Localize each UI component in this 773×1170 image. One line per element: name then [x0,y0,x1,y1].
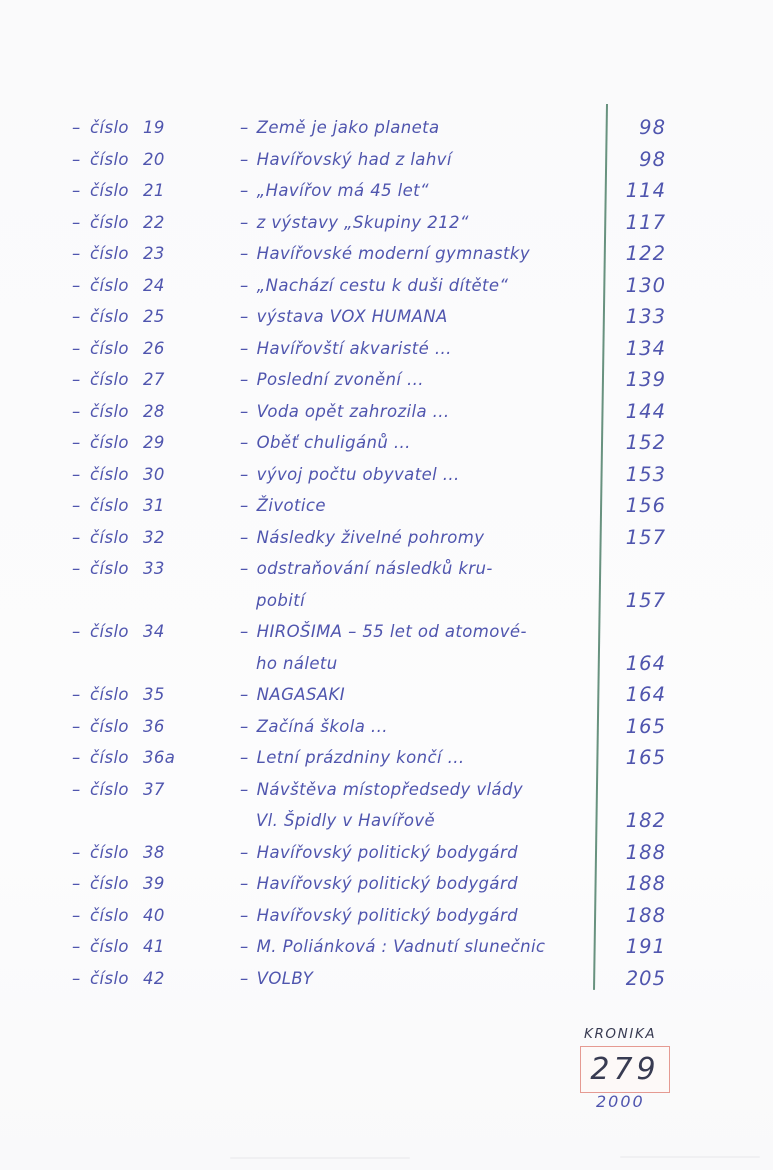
entry-label [72,333,240,365]
entry-label-dash: – [72,842,81,862]
entry-title-line: ho náletu [256,653,338,673]
stamp-label: KRONIKA [584,1026,657,1042]
entry-label-word: číslo [90,181,129,200]
title-dash: – [240,559,249,578]
entry-number: 32 [142,527,165,547]
entry-label [72,490,240,522]
entry-label-dash: – [72,370,81,389]
toc-entry [72,144,666,176]
entry-title-line: – „Nachází cestu k duši dítěte“ [240,275,509,295]
entry-title-line: – výstava VOX HUMANA [240,307,448,326]
entry-title [240,427,610,459]
title-dash: – [240,181,249,200]
entry-title-line: – VOLBY [240,968,314,988]
entry-title [240,207,610,239]
entry-number: 21 [142,181,165,200]
entry-label-dash: – [72,433,81,452]
entry-label-dash: – [72,118,81,137]
title-dash: – [240,212,249,232]
entry-title [240,868,610,900]
entry-number: 31 [142,496,165,515]
toc-entry [72,742,666,774]
toc-entry [72,616,666,679]
entry-number: 26 [142,338,165,358]
entry-number: 34 [142,622,165,641]
entry-label-word: číslo [90,212,129,232]
entry-label [72,459,240,491]
toc-entry [72,396,666,428]
entry-label [72,396,240,428]
entry-label-dash: – [72,244,81,263]
entry-label-dash: – [72,779,81,799]
entry-label [72,112,240,144]
entry-label-word: číslo [90,307,129,326]
entry-title-line: – Oběť chuligánů ... [240,433,411,452]
entry-label-word: číslo [90,401,129,421]
entry-label [72,616,240,648]
toc-entry [72,553,666,616]
entry-label [72,931,240,963]
entry-title-line: – Havířovský politický bodygárd [240,874,519,893]
entry-label-word: číslo [90,842,129,862]
entry-number: 30 [142,464,165,484]
toc-entry [72,238,666,270]
entry-title [240,553,610,616]
entry-title-line: Vl. Špidly v Havířově [256,811,436,830]
entry-title-line: – z výstavy „Skupiny 212“ [240,212,469,232]
entry-page-number: 139 [625,368,666,391]
scan-smudge [620,1156,760,1158]
entry-number: 25 [142,307,165,326]
entry-title [240,837,610,869]
title-dash: – [240,968,249,988]
entry-title [240,175,610,207]
entry-label-word: číslo [90,527,129,547]
entry-title-line: – Začíná škola ... [240,716,388,736]
entry-title-line: – Havířovský had z lahví [240,149,452,169]
entry-label-word: číslo [90,244,129,263]
title-dash: – [240,874,249,893]
entry-label-word: číslo [90,496,129,515]
entry-label-word: číslo [90,464,129,484]
entry-label [72,144,240,176]
entry-label-word: číslo [90,874,129,893]
entry-number: 39 [142,874,165,893]
entry-label-dash: – [72,401,81,421]
entry-label [72,238,240,270]
title-dash: – [240,496,249,515]
toc-entry [72,112,666,144]
entry-label [72,270,240,302]
toc-entry [72,490,666,522]
title-dash: – [240,748,249,767]
entry-title-line: – Návštěva místopředsedy vlády [240,779,524,799]
entry-label-dash: – [72,968,81,988]
toc-entry [72,459,666,491]
entry-label [72,207,240,239]
entry-page-number: 188 [625,903,666,927]
entry-label [72,553,240,585]
entry-title-line: – Následky živelné pohromy [240,527,485,547]
title-dash: – [240,779,249,799]
entry-title [240,112,610,144]
entry-title-line: – odstraňování následků kru- [240,559,493,578]
title-dash: – [240,275,249,295]
entry-page-number: 164 [625,683,666,706]
entry-number: 22 [142,212,165,232]
entry-page-number: 188 [625,840,666,864]
title-dash: – [240,842,249,862]
entry-label-word: číslo [90,937,129,956]
entry-page-number: 188 [625,872,666,895]
entry-page-number: 134 [625,336,666,360]
entry-title-line: – Havířovský politický bodygárd [240,905,519,925]
entry-label-dash: – [72,748,81,767]
entry-number: 23 [142,244,165,263]
entry-label [72,711,240,743]
entry-label [72,679,240,711]
entry-title [240,742,610,774]
stamp-year: 2000 [596,1092,645,1111]
scan-smudge [230,1157,410,1159]
entry-title [240,963,610,995]
entry-label [72,175,240,207]
entry-title-line: – Voda opět zahrozila ... [240,401,450,421]
entry-label [72,868,240,900]
title-dash: – [240,307,249,326]
entry-label-dash: – [72,905,81,925]
stamp-page-box [580,1046,670,1093]
entry-page-number: 157 [625,525,666,549]
entry-number: 24 [142,275,165,295]
toc-entry [72,963,666,995]
entry-title-line: – Havířovské moderní gymnastky [240,244,531,263]
entry-title [240,711,610,743]
entry-title [240,522,610,554]
entry-title-line: – Životice [240,496,326,515]
entry-label-dash: – [72,937,81,956]
entry-title [240,459,610,491]
entry-title [240,238,610,270]
entry-label-word: číslo [90,622,129,641]
entry-title [240,490,610,522]
entry-label-dash: – [72,149,81,169]
title-dash: – [240,244,249,263]
entry-page-number: 164 [625,651,666,675]
title-dash: – [240,685,249,704]
entry-label [72,900,240,932]
entry-number: 35 [142,685,165,704]
entry-label-word: číslo [90,433,129,452]
entry-number: 33 [142,559,165,578]
title-dash: – [240,149,249,169]
title-dash: – [240,338,249,358]
toc-entry [72,900,666,932]
entry-label-word: číslo [90,559,129,578]
entry-label [72,963,240,995]
entry-number: 40 [142,905,165,925]
toc-entry [72,837,666,869]
entry-label-word: číslo [90,370,129,389]
toc-entry [72,364,666,396]
entry-label [72,837,240,869]
toc-entry [72,522,666,554]
entry-title-line: – M. Poliánková : Vadnutí slunečnic [240,937,546,956]
entry-title [240,333,610,365]
entry-page-number: 152 [625,431,666,454]
entry-page-number: 165 [625,746,666,769]
entry-title-line: – HIROŠIMA – 55 let od atomové- [240,622,527,641]
entry-number: 36a [142,748,176,767]
entry-label-dash: – [72,496,81,515]
entry-label-dash: – [72,716,81,736]
entry-label-dash: – [72,212,81,232]
entry-page-number: 165 [625,714,666,738]
title-dash: – [240,401,249,421]
entry-title [240,774,610,837]
entry-title-line: – „Havířov má 45 let“ [240,181,429,200]
entry-label-word: číslo [90,905,129,925]
toc-entry [72,301,666,333]
entry-page-number: 157 [625,588,666,612]
toc-entry [72,711,666,743]
entry-title [240,144,610,176]
entry-label-word: číslo [90,149,129,169]
toc-entry [72,931,666,963]
entry-number: 29 [142,433,165,452]
entry-label-word: číslo [90,968,129,988]
entry-label [72,774,240,806]
entry-label-dash: – [72,874,81,893]
entry-page-number: 114 [625,179,666,202]
toc-entry [72,774,666,837]
entry-label-dash: – [72,338,81,358]
title-dash: – [240,622,249,641]
entry-title [240,396,610,428]
entry-title [240,301,610,333]
toc-entry [72,679,666,711]
title-dash: – [240,464,249,484]
title-dash: – [240,118,249,137]
entry-number: 20 [142,149,165,169]
entry-page-number: 133 [625,305,666,328]
entry-title [240,931,610,963]
entry-number: 28 [142,401,165,421]
toc-entry [72,427,666,459]
entry-title [240,679,610,711]
entry-number: 38 [142,842,165,862]
toc-list [72,112,666,994]
toc-entry [72,175,666,207]
entry-label-word: číslo [90,685,129,704]
title-dash: – [240,433,249,452]
entry-label-word: číslo [90,716,129,736]
entry-page-number: 144 [625,399,666,423]
entry-label [72,522,240,554]
entry-title [240,616,610,679]
entry-page-number: 122 [625,242,666,265]
entry-label-dash: – [72,307,81,326]
entry-number: 37 [142,779,165,799]
entry-label-word: číslo [90,748,129,767]
entry-title-line: – Poslední zvonění ... [240,370,424,389]
entry-number: 19 [142,118,165,137]
entry-number: 42 [142,968,165,988]
entry-title [240,270,610,302]
entry-number: 36 [142,716,165,736]
entry-page-number: 182 [625,809,666,832]
entry-label-dash: – [72,685,81,704]
entry-label [72,364,240,396]
title-dash: – [240,937,249,956]
title-dash: – [240,527,249,547]
entry-label-word: číslo [90,779,129,799]
stamp-page-number: 279 [590,1052,660,1087]
entry-page-number: 117 [625,210,666,234]
entry-label-dash: – [72,527,81,547]
entry-label [72,301,240,333]
toc-entry [72,207,666,239]
title-dash: – [240,905,249,925]
entry-title-line: – Havířovský politický bodygárd [240,842,519,862]
entry-label [72,427,240,459]
toc-entry [72,270,666,302]
entry-label-word: číslo [90,118,129,137]
toc-entry [72,333,666,365]
entry-title-line: – vývoj počtu obyvatel ... [240,464,460,484]
entry-label-dash: – [72,622,81,641]
entry-title-line: – Letní prázdniny končí ... [240,748,465,767]
entry-title-line: pobití [256,590,306,610]
entry-label-dash: – [72,181,81,200]
entry-page-number: 98 [639,116,666,139]
entry-title-line: – NAGASAKI [240,685,346,704]
entry-label-dash: – [72,559,81,578]
title-dash: – [240,716,249,736]
entry-number: 27 [142,370,165,389]
entry-page-number: 98 [639,147,666,171]
toc-entry [72,868,666,900]
entry-label-dash: – [72,275,81,295]
entry-title-line: – Země je jako planeta [240,118,440,137]
entry-label [72,742,240,774]
entry-page-number: 153 [625,462,666,486]
entry-page-number: 156 [625,494,666,517]
entry-number: 41 [142,937,165,956]
entry-label-dash: – [72,464,81,484]
entry-title [240,364,610,396]
entry-label-word: číslo [90,275,129,295]
entry-label-word: číslo [90,338,129,358]
title-dash: – [240,370,249,389]
entry-page-number: 205 [625,966,666,990]
entry-page-number: 191 [625,935,666,958]
entry-page-number: 130 [625,273,666,297]
entry-title-line: – Havířovští akvaristé ... [240,338,452,358]
entry-title [240,900,610,932]
